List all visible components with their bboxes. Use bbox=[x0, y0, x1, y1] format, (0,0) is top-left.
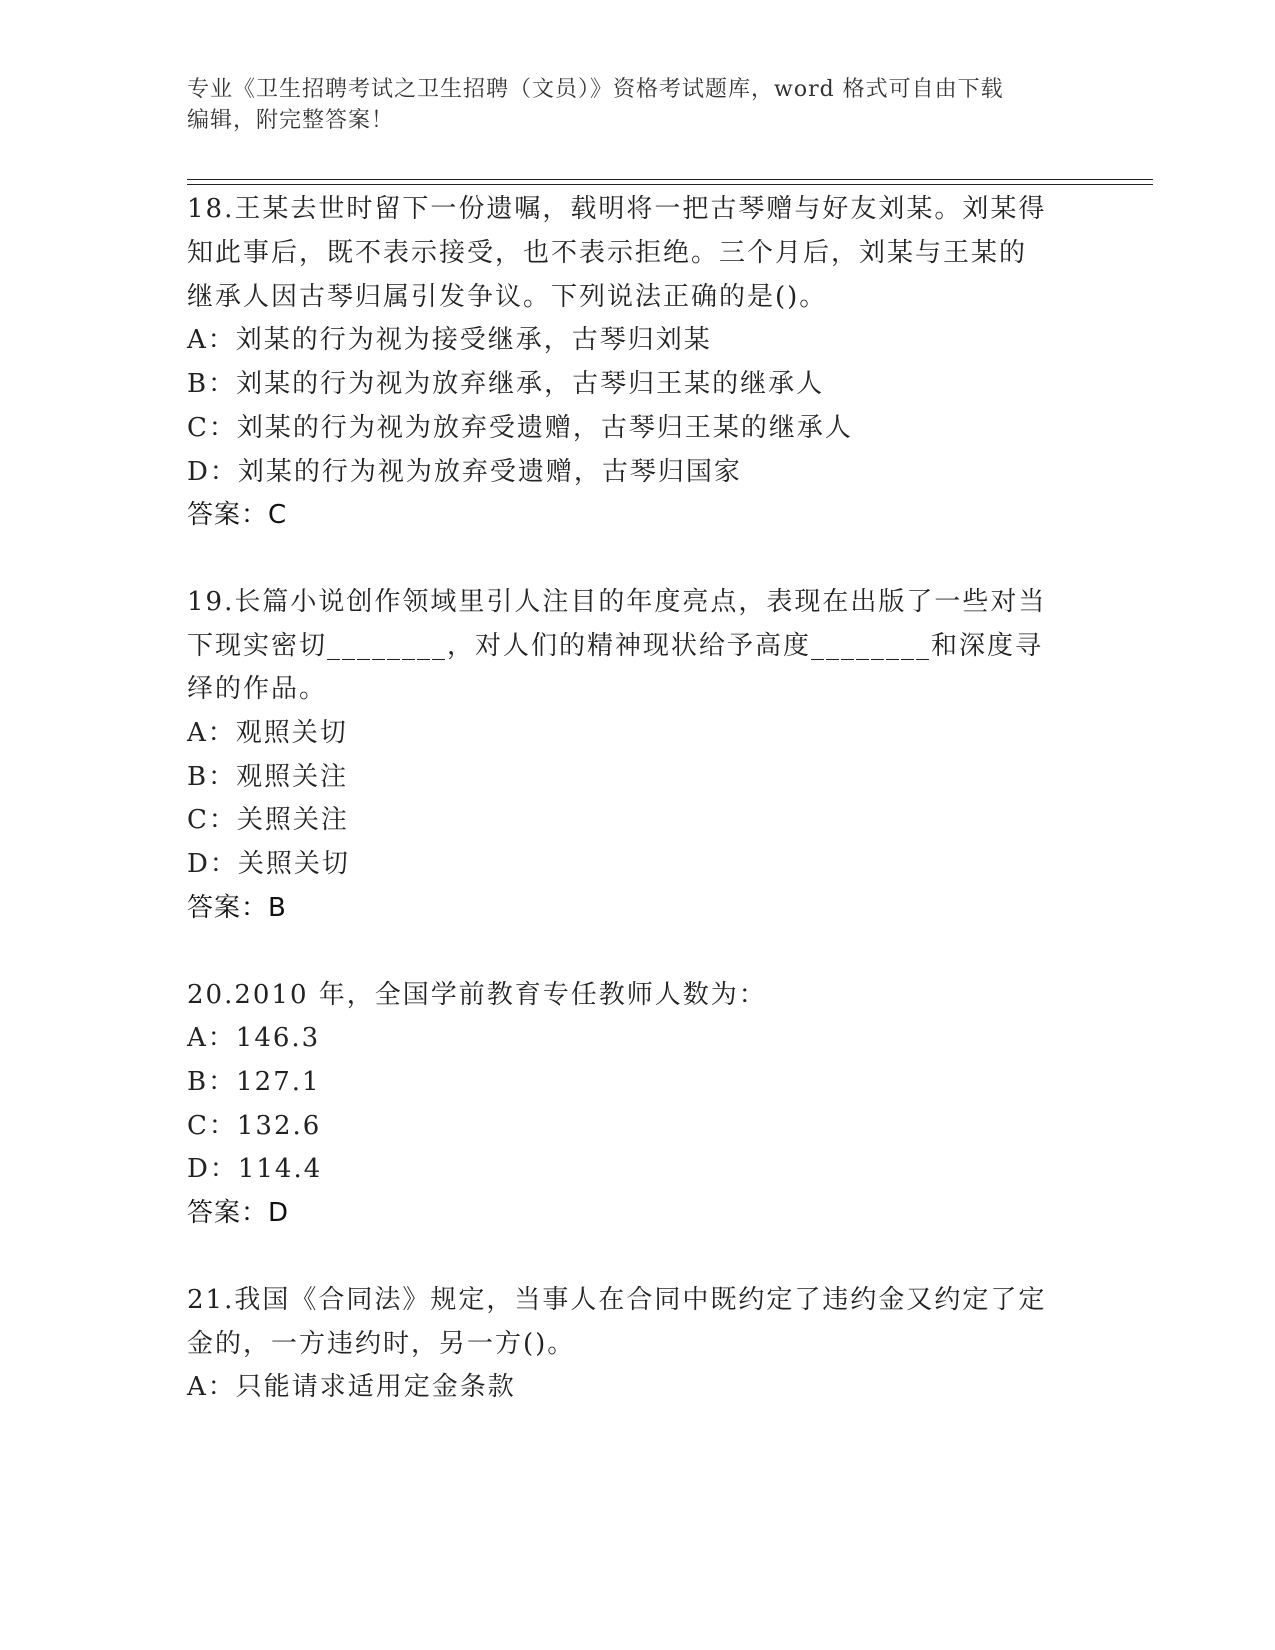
option-c: C：关照关注 bbox=[187, 805, 349, 835]
option-a: A：观照关切 bbox=[187, 718, 348, 748]
question-text-line: 20.2010 年，全国学前教育专任教师人数为： bbox=[187, 980, 767, 1010]
header-divider-bottom bbox=[187, 184, 1153, 185]
question-text-line: 金的，一方违约时，另一方()。 bbox=[187, 1329, 576, 1359]
question-text-line: 绎的作品。 bbox=[187, 674, 328, 704]
answer-label: 答案：D bbox=[187, 1198, 290, 1228]
option-a: A：只能请求适用定金条款 bbox=[187, 1372, 516, 1402]
answer-label: 答案：C bbox=[187, 500, 288, 530]
document-header bbox=[187, 74, 1087, 136]
header-divider-top bbox=[187, 179, 1153, 180]
option-b: B：观照关注 bbox=[187, 762, 349, 792]
header-line-1: 专业《卫生招聘考试之卫生招聘（文员）》资格考试题库，word 格式可自由下载 bbox=[187, 77, 1004, 102]
option-b: B：刘某的行为视为放弃继承，古琴归王某的继承人 bbox=[187, 369, 825, 399]
option-a: A：刘某的行为视为接受继承，古琴归刘某 bbox=[187, 325, 712, 355]
option-c: C：132.6 bbox=[187, 1111, 322, 1141]
question-text-line: 21.我国《合同法》规定，当事人在合同中既约定了违约金又约定了定 bbox=[187, 1285, 1047, 1315]
question-text-line: 19.长篇小说创作领域里引人注目的年度亮点，表现在出版了一些对当 bbox=[187, 587, 1047, 617]
answer-label: 答案：B bbox=[187, 893, 287, 923]
header-line-2: 编辑，附完整答案！ bbox=[187, 108, 395, 133]
option-a: A：146.3 bbox=[187, 1023, 321, 1053]
question-text-line: 下现实密切________，对人们的精神现状给予高度________和深度寻 bbox=[187, 631, 1044, 661]
option-d: D：刘某的行为视为放弃受遗赠，古琴归国家 bbox=[187, 457, 742, 487]
question-text-line: 继承人因古琴归属引发争议。下列说法正确的是()。 bbox=[187, 282, 828, 312]
option-d: D：114.4 bbox=[187, 1154, 323, 1184]
option-b: B：127.1 bbox=[187, 1067, 321, 1097]
option-c: C：刘某的行为视为放弃受遗赠，古琴归王某的继承人 bbox=[187, 413, 853, 443]
question-text-line: 知此事后，既不表示接受，也不表示拒绝。三个月后，刘某与王某的 bbox=[187, 238, 1028, 268]
option-d: D：关照关切 bbox=[187, 849, 350, 879]
question-text-line: 18.王某去世时留下一份遗嘱，载明将一把古琴赠与好友刘某。刘某得 bbox=[187, 194, 1047, 224]
